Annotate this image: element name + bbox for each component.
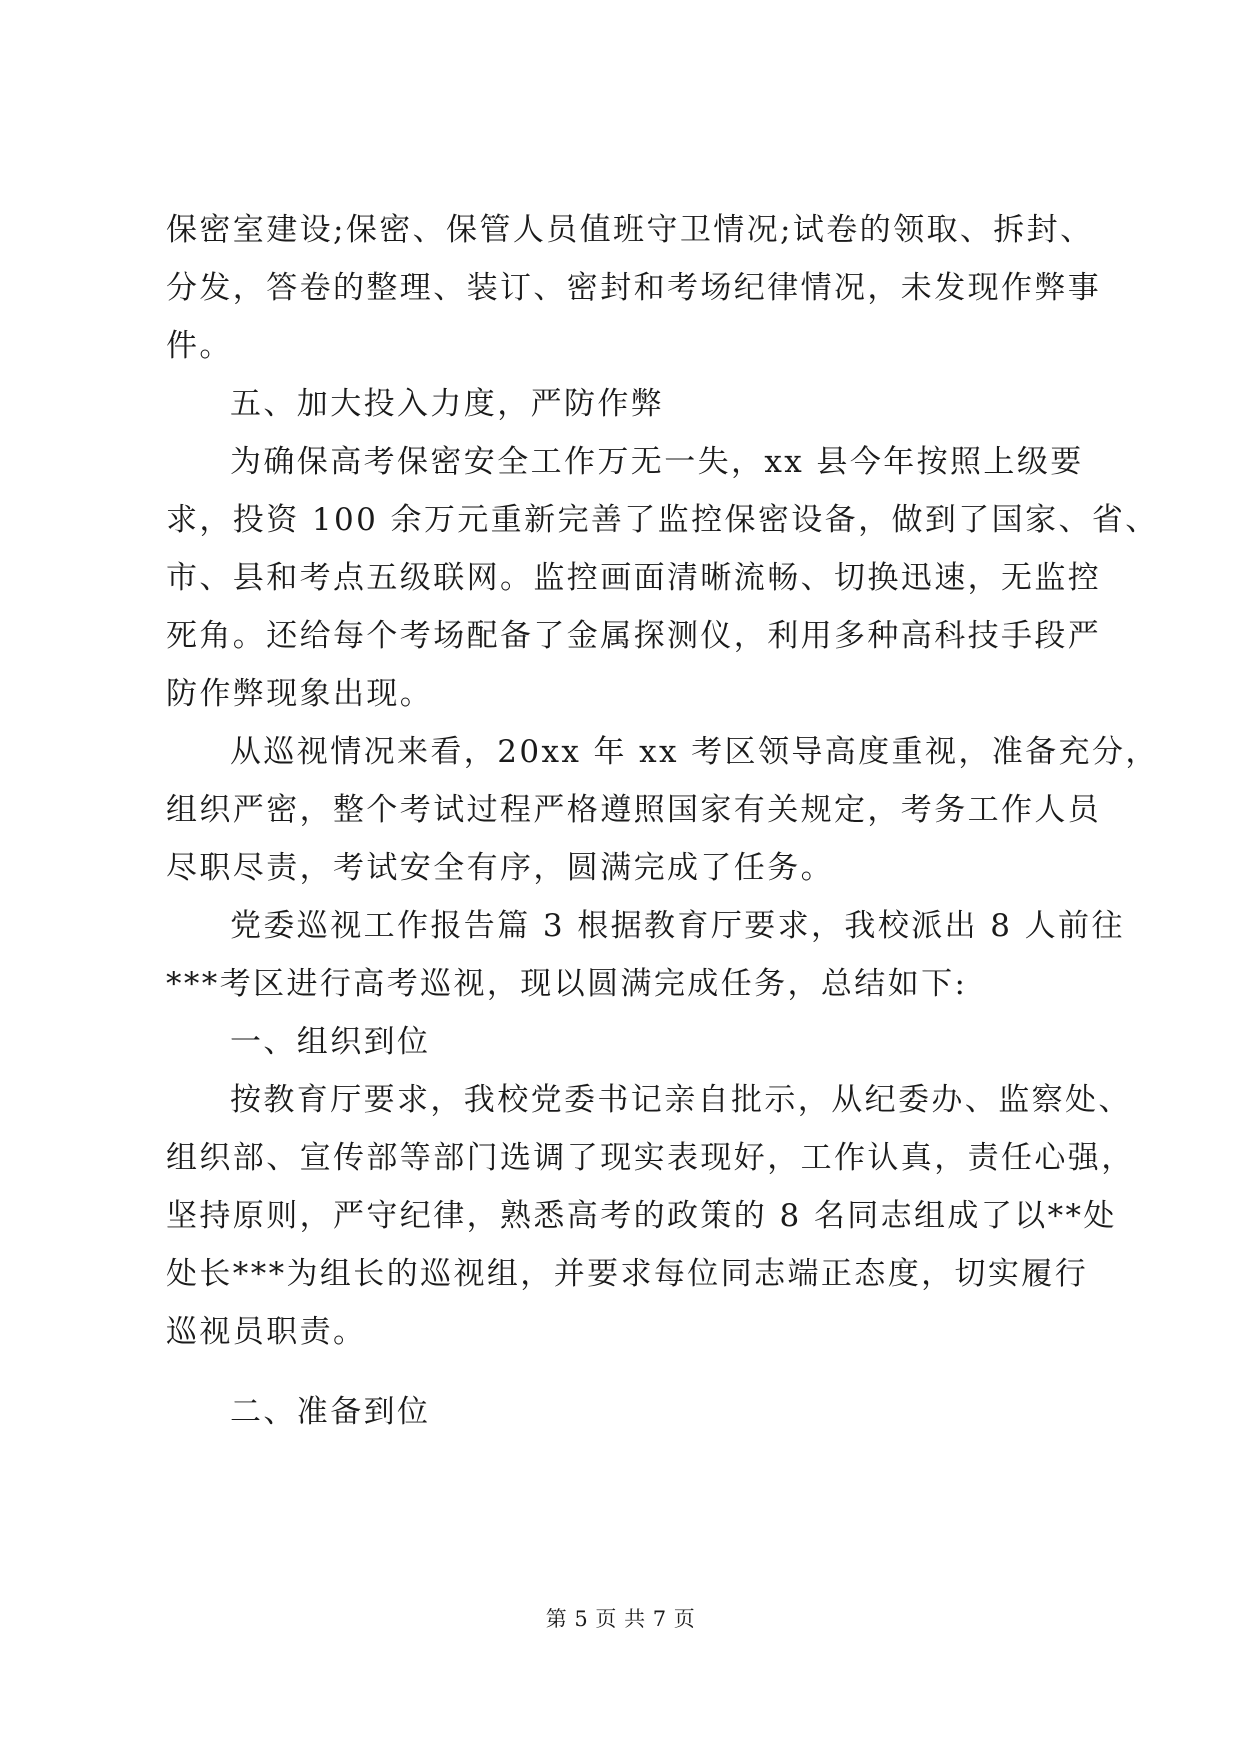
page-number-footer: 第 5 页 共 7 页 [545,1607,696,1631]
section-heading: 二、准备到位 [230,1394,431,1430]
text-line: 巡视员职责。 [166,1314,367,1350]
text-line: 处长***为组长的巡视组，并要求每位同志端正态度，切实履行 [166,1256,1089,1292]
text-line: 坚持原则，严守纪律，熟悉高考的政策的 8 名同志组成了以**处 [166,1198,1117,1234]
text-line: ***考区进行高考巡视，现以圆满完成任务，总结如下: [166,966,968,1002]
text-line: 从巡视情况来看，20xx 年 xx 考区领导高度重视，准备充分， [230,734,1159,770]
text-line: 组织部、宣传部等部门选调了现实表现好，工作认真，责任心强， [166,1140,1135,1176]
text-line: 保密室建设;保密、保管人员值班守卫情况;试卷的领取、拆封、 [166,212,1094,248]
text-line: 为确保高考保密安全工作万无一失，xx 县今年按照上级要 [230,444,1084,480]
text-line: 尽职尽责，考试安全有序，圆满完成了任务。 [166,850,834,886]
text-line: 防作弊现象出现。 [166,676,434,712]
section-heading: 一、组织到位 [230,1024,431,1060]
text-line: 市、县和考点五级联网。监控画面清晰流畅、切换迅速，无监控 [166,560,1102,596]
text-line: 按教育厅要求，我校党委书记亲自批示，从纪委办、监察处、 [230,1082,1132,1118]
text-line: 求，投资 100 余万元重新完善了监控保密设备，做到了国家、省、 [166,502,1159,538]
section-heading: 五、加大投入力度，严防作弊 [230,386,665,422]
text-line: 党委巡视工作报告篇 3 根据教育厅要求，我校派出 8 人前往 [230,908,1125,944]
text-line: 组织严密，整个考试过程严格遵照国家有关规定，考务工作人员 [166,792,1102,828]
text-line: 死角。还给每个考场配备了金属探测仪，利用多种高科技手段严 [166,618,1102,654]
text-line: 分发，答卷的整理、装订、密封和考场纪律情况，未发现作弊事 [166,270,1102,306]
text-line: 件。 [166,328,233,364]
